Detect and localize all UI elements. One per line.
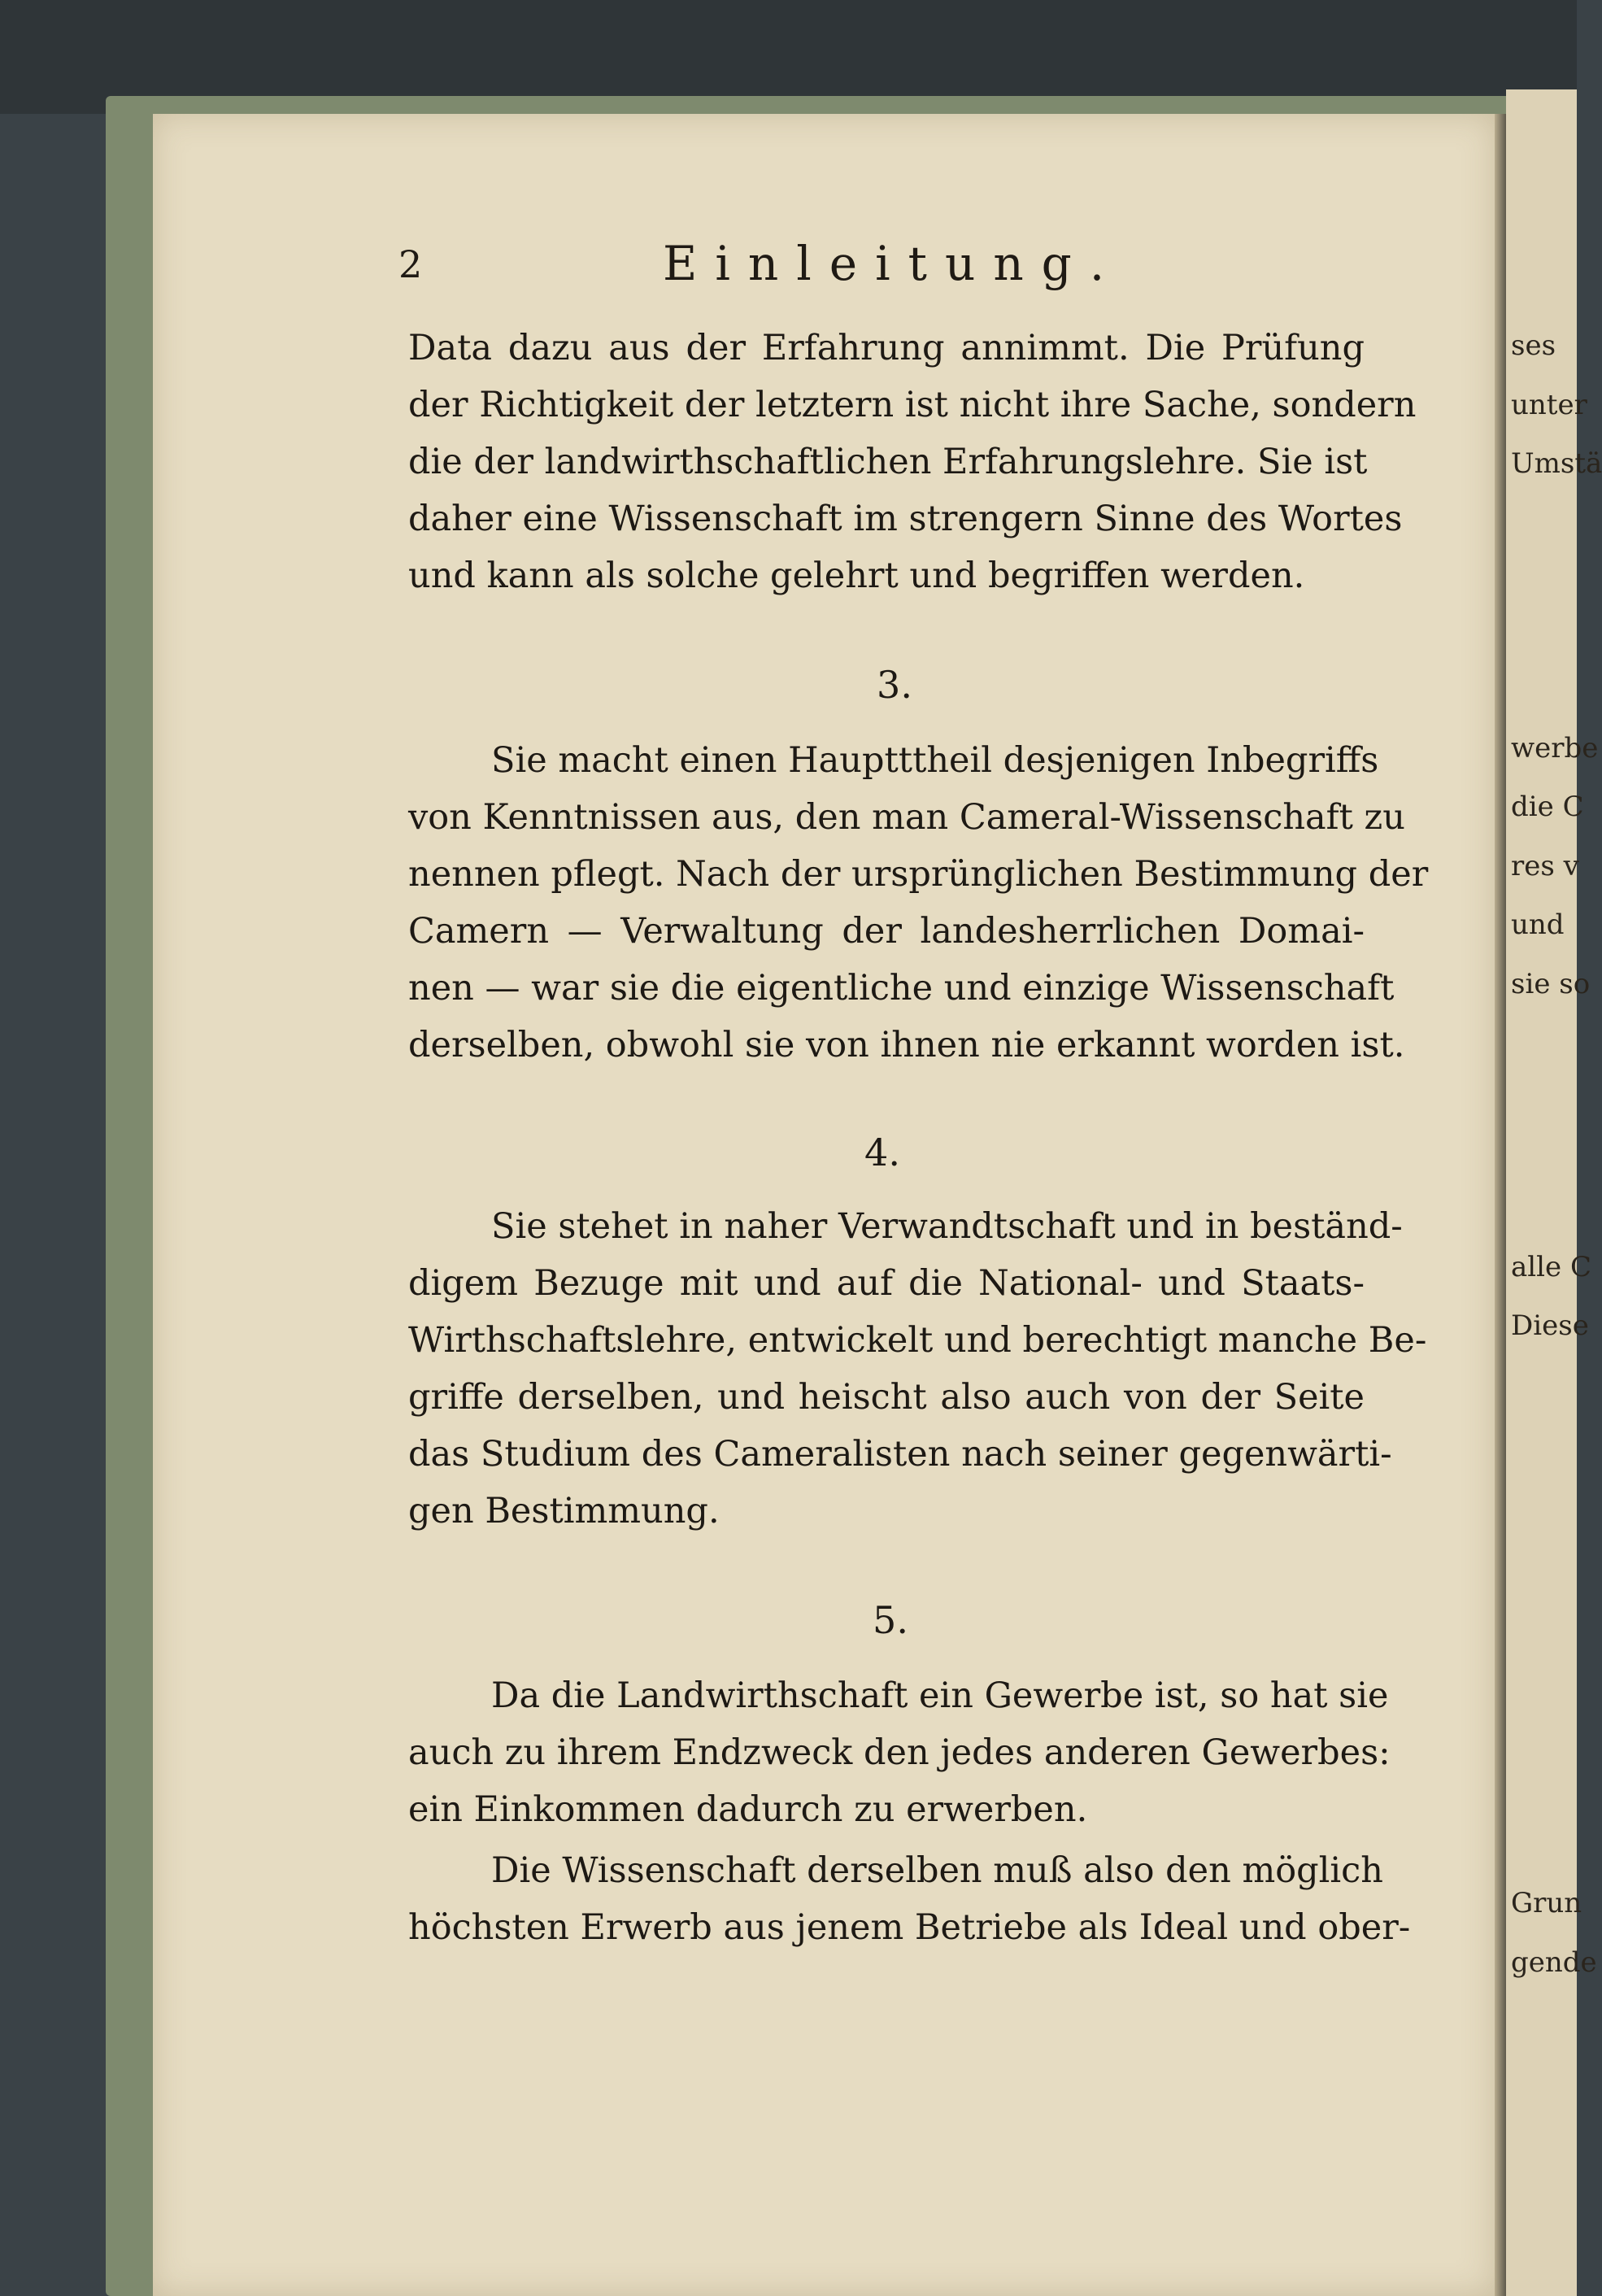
- facing-page-fragment: res v: [1511, 850, 1579, 882]
- text-line: auch zu ihrem Endzweck den jedes anderen Gewerbes:: [408, 1732, 1391, 1773]
- text-line: ein Einkommen dadurch zu erwerben.: [408, 1789, 1088, 1830]
- page-number: 2: [398, 242, 423, 286]
- text-line: daher eine Wissenschaft im strengern Sinne des Wortes: [408, 499, 1403, 539]
- running-title: Einleitung.: [663, 236, 1123, 291]
- facing-page-fragment: Umstä: [1511, 447, 1602, 480]
- facing-page-fragment: die C: [1511, 791, 1584, 823]
- text-line: Die Wissenschaft derselben muß also den möglich: [491, 1850, 1383, 1891]
- section-number: 3.: [877, 663, 912, 707]
- text-line: und kann als solche gelehrt und begriffen werden.: [408, 555, 1305, 596]
- text-line: Data dazu aus der Erfahrung annimmt. Die Prüfung: [408, 328, 1365, 368]
- facing-page-fragment: ses: [1511, 329, 1556, 362]
- text-line: Sie macht einen Hauptttheil desjenigen Inbegriffs: [491, 740, 1379, 781]
- text-line: derselben, obwohl sie von ihnen nie erkannt worden ist.: [408, 1025, 1405, 1065]
- facing-page-fragment: Grun: [1511, 1887, 1582, 1919]
- facing-page-fragment: werbe: [1511, 732, 1599, 765]
- text-line: griffe derselben, und heischt also auch von der Seite: [408, 1377, 1365, 1418]
- section-number: 4.: [864, 1131, 900, 1174]
- facing-page-fragment: gende: [1511, 1946, 1597, 1979]
- facing-page-fragment: sie so: [1511, 968, 1591, 1000]
- facing-page-edge: [1506, 89, 1602, 2296]
- text-line: Camern — Verwaltung der landesherrlichen Domai-: [408, 911, 1365, 952]
- facing-page-fragment: und: [1511, 908, 1565, 941]
- page-header: [0, 236, 1577, 301]
- text-line: Sie stehet in naher Verwandtschaft und in beständ-: [491, 1206, 1403, 1247]
- text-line: das Studium des Cameralisten nach seiner gegenwärti-: [408, 1434, 1392, 1475]
- text-line: Wirthschaftslehre, entwickelt und berechtigt manche Be-: [408, 1320, 1427, 1361]
- text-line: nennen pflegt. Nach der ursprünglichen Bestimmung der: [408, 854, 1429, 895]
- text-line: digem Bezuge mit und auf die National- und Staats-: [408, 1263, 1365, 1304]
- page-gutter: [1495, 114, 1506, 2296]
- text-line: gen Bestimmung.: [408, 1491, 720, 1531]
- text-line: die der landwirthschaftlichen Erfahrungslehre. Sie ist: [408, 442, 1368, 482]
- text-line: höchsten Erwerb aus jenem Betriebe als Ideal und ober-: [408, 1907, 1411, 1948]
- section-number: 5.: [873, 1598, 908, 1642]
- text-line: von Kenntnissen aus, den man Cameral-Wissenschaft zu: [408, 797, 1405, 838]
- facing-page-fragment: unter: [1511, 389, 1587, 421]
- facing-page-fragment: alle C: [1511, 1251, 1591, 1283]
- text-line: der Richtigkeit der letztern ist nicht ihre Sache, sondern: [408, 385, 1417, 425]
- text-line: Da die Landwirthschaft ein Gewerbe ist, so hat sie: [491, 1675, 1389, 1716]
- text-line: nen — war sie die eigentliche und einzige Wissenschaft: [408, 968, 1395, 1009]
- facing-page-fragment: Diese: [1511, 1309, 1589, 1342]
